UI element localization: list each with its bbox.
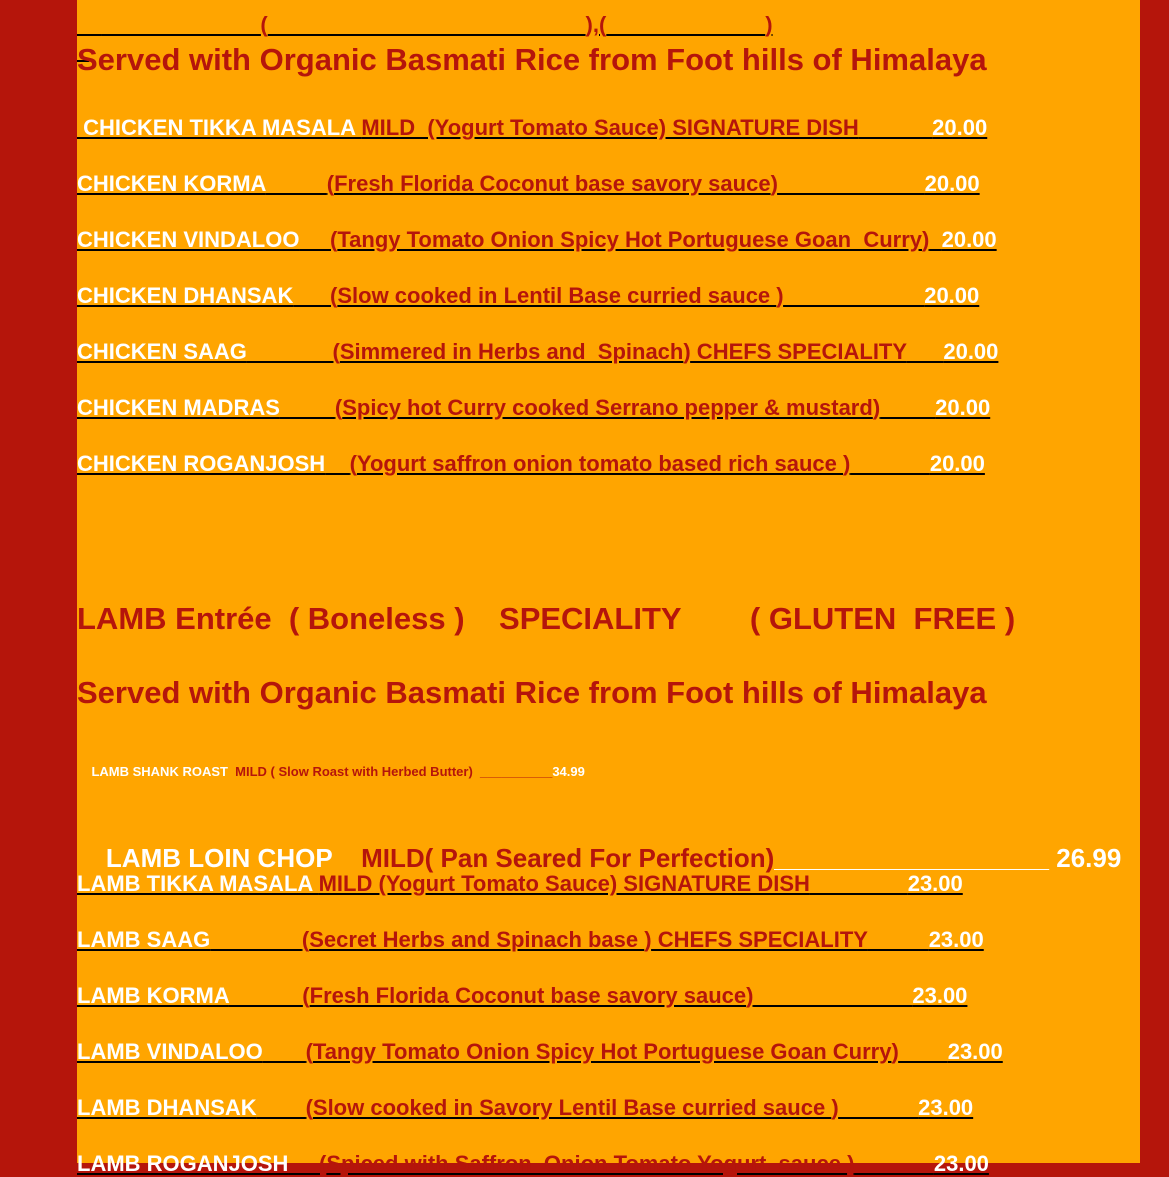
lamb-item-row — [77, 983, 967, 1009]
chicken-item-price: 20.00 — [924, 171, 980, 196]
chicken-item-leader — [880, 395, 935, 420]
chicken-item-description: Fresh Florida Coconut base savory sauce — [334, 171, 771, 196]
lamb-item-close-paren: ) — [891, 1039, 899, 1064]
lamb-item-speciality-tag: CHEFS SPECIALITY — [651, 927, 868, 952]
lamb-item-close-paren: ) — [847, 1151, 855, 1176]
lamb-shank-desc: MILD ( Slow Roast with Herbed Butter) — [227, 764, 473, 779]
lamb-item-close-paren: ) — [644, 927, 652, 952]
chicken-item-row — [77, 227, 997, 253]
chicken-item-price: 20.00 — [941, 227, 997, 252]
lamb-item-price: 23.00 — [933, 1151, 989, 1176]
chicken-item-name: CHICKEN VINDALOO — [77, 227, 300, 252]
chicken-item-price: 20.00 — [929, 451, 985, 476]
chicken-item-row — [77, 339, 998, 365]
lamb-item-open-paren: ( — [319, 1151, 327, 1176]
lamb-item-description: Fresh Florida Coconut base savory sauce — [309, 983, 747, 1008]
chicken-item-close-paren: ) — [843, 451, 851, 476]
lamb-item-price: 23.00 — [928, 927, 984, 952]
chicken-item-leader — [784, 283, 925, 308]
lamb-item-row — [77, 871, 963, 897]
lamb-shank-item — [77, 749, 585, 794]
lamb-item-row — [77, 1151, 989, 1177]
chicken-item-speciality-tag: CHEFS SPECIALITY — [690, 339, 907, 364]
chicken-item-name: CHICKEN MADRAS — [77, 395, 280, 420]
chicken-item-name: CHICKEN SAAG — [77, 339, 247, 364]
lamb-loin-desc: MILD( Pan Seared For Perfection) — [332, 843, 775, 873]
lamb-item-open-paren: ( — [305, 1039, 313, 1064]
chicken-item-close-paren: ) — [922, 227, 930, 252]
lamb-item-row — [77, 1039, 1003, 1065]
lamb-item-name: LAMB KORMA — [77, 983, 229, 1008]
lamb-item-close-paren: ) — [831, 1095, 839, 1120]
lamb-item-leader — [854, 1151, 933, 1176]
lamb-shank-price: 34.99 — [552, 764, 585, 779]
lamb-item-description: Spiced with Saffron Onion Tomato Yogurt sauce — [326, 1151, 848, 1176]
chicken-item-description: Simmered in Herbs and Spinach — [339, 339, 684, 364]
chicken-item-open-paren: ( — [349, 451, 357, 476]
chicken-item-open-paren: ( — [326, 171, 335, 196]
chicken-item-description: Yogurt saffron onion tomato based rich sauce — [356, 451, 844, 476]
lamb-item-description: Slow cooked in Savory Lentil Base curried sauce — [312, 1095, 832, 1120]
lamb-item-open-paren: ( — [302, 983, 310, 1008]
lamb-item-description: Secret Herbs and Spinach base — [309, 927, 645, 952]
chicken-item-description: Spicy hot Curry cooked Serrano pepper & mustard — [342, 395, 873, 420]
lamb-item-leader — [753, 983, 912, 1008]
lamb-item-open-paren: ( — [305, 1095, 313, 1120]
lamb-rice-heading: Served with Organic Basmati Rice from Foot hills of Himalaya — [77, 675, 987, 710]
lamb-section-heading: LAMB Entrée ( Boneless ) SPECIALITY ( GLUTEN FREE ) — [77, 601, 1016, 636]
chicken-item-leader — [929, 227, 941, 252]
top-partial-sep: ),( — [585, 12, 607, 37]
top-partial-gap2 — [606, 12, 765, 37]
lamb-item-leader — [868, 927, 929, 952]
lamb-item-leader — [899, 1039, 948, 1064]
chicken-item-row — [77, 395, 990, 421]
chicken-item-gap — [266, 171, 327, 196]
chicken-item-leader — [859, 115, 932, 140]
lamb-shank-name: LAMB SHANK ROAST — [91, 764, 228, 779]
lamb-item-name: LAMB ROGANJOSH — [77, 1151, 289, 1176]
chicken-item-row — [77, 451, 985, 477]
chicken-rice-heading: Served with Organic Basmati Rice from Foot hills of Himalaya — [77, 42, 987, 77]
chicken-item-name: CHICKEN KORMA — [77, 171, 266, 196]
chicken-item-price: 20.00 — [924, 283, 980, 308]
top-partial-close: ) — [765, 12, 773, 37]
lamb-item-row — [77, 927, 984, 953]
lamb-item-price: 23.00 — [912, 983, 968, 1008]
lamb-item-gap — [229, 983, 302, 1008]
chicken-item-description: MILD (Yogurt Tomato Sauce) SIGNATURE DISH — [361, 115, 859, 140]
chicken-item-open-paren: ( — [330, 227, 338, 252]
lamb-item-name: LAMB TIKKA MASALA — [77, 871, 319, 896]
chicken-item-row — [77, 283, 979, 309]
lamb-item-leader — [839, 1095, 918, 1120]
chicken-item-name: CHICKEN TIKKA MASALA — [77, 115, 362, 140]
lamb-item-gap — [210, 927, 302, 952]
top-partial-left — [101, 12, 260, 37]
lamb-item-name: LAMB SAAG — [77, 927, 211, 952]
lamb-loin-name: LAMB LOIN CHOP — [105, 843, 333, 873]
lamb-item-gap — [288, 1151, 319, 1176]
lamb-item-price: 23.00 — [918, 1095, 974, 1120]
chicken-item-gap — [325, 451, 349, 476]
chicken-item-leader — [778, 171, 925, 196]
lamb-item-name: LAMB DHANSAK — [77, 1095, 257, 1120]
chicken-item-open-paren: ( — [332, 339, 340, 364]
chicken-item-row — [77, 171, 980, 197]
chicken-item-gap — [293, 283, 330, 308]
chicken-item-open-paren: ( — [334, 395, 343, 420]
chicken-item-close-paren: ) — [776, 283, 784, 308]
lamb-item-description: MILD (Yogurt Tomato Sauce) SIGNATURE DISH — [318, 871, 810, 896]
chicken-item-close-paren: ) — [872, 395, 881, 420]
chicken-item-row — [77, 115, 987, 141]
lamb-item-close-paren: ) — [746, 983, 754, 1008]
chicken-item-gap — [299, 227, 330, 252]
chicken-item-price: 20.00 — [932, 115, 988, 140]
lamb-item-leader — [810, 871, 908, 896]
menu-panel — [77, 0, 1140, 1176]
top-partial-open: ( — [260, 12, 268, 37]
chicken-item-open-paren: ( — [330, 283, 338, 308]
chicken-item-close-paren: ) — [683, 339, 691, 364]
lamb-shank-leader: __________ — [472, 764, 553, 779]
chicken-item-price: 20.00 — [943, 339, 999, 364]
lamb-item-row — [77, 1095, 973, 1121]
lamb-item-gap — [263, 1039, 306, 1064]
chicken-item-name: CHICKEN DHANSAK — [77, 283, 294, 308]
chicken-item-leader — [907, 339, 944, 364]
lamb-item-open-paren: ( — [301, 927, 310, 952]
chicken-item-close-paren: ) — [770, 171, 778, 196]
chicken-item-gap — [280, 395, 335, 420]
chicken-item-price: 20.00 — [935, 395, 991, 420]
lamb-loin-price: 26.99 — [1049, 843, 1122, 873]
top-partial-gap — [268, 12, 586, 37]
lamb-item-gap — [257, 1095, 306, 1120]
lamb-item-description: Tangy Tomato Onion Spicy Hot Portuguese Goan Curry — [312, 1039, 892, 1064]
chicken-item-description: Slow cooked in Lentil Base curried sauce — [337, 283, 777, 308]
lamb-item-price: 23.00 — [947, 1039, 1003, 1064]
chicken-item-description: Tangy Tomato Onion Spicy Hot Portuguese Goan Curry — [337, 227, 923, 252]
chicken-item-leader — [850, 451, 929, 476]
lamb-item-name: LAMB VINDALOO — [77, 1039, 263, 1064]
lamb-item-price: 23.00 — [907, 871, 963, 896]
lamb-loin-leader: ___________________ — [774, 843, 1050, 873]
chicken-item-name: CHICKEN ROGANJOSH — [77, 451, 326, 476]
chicken-item-gap — [247, 339, 333, 364]
